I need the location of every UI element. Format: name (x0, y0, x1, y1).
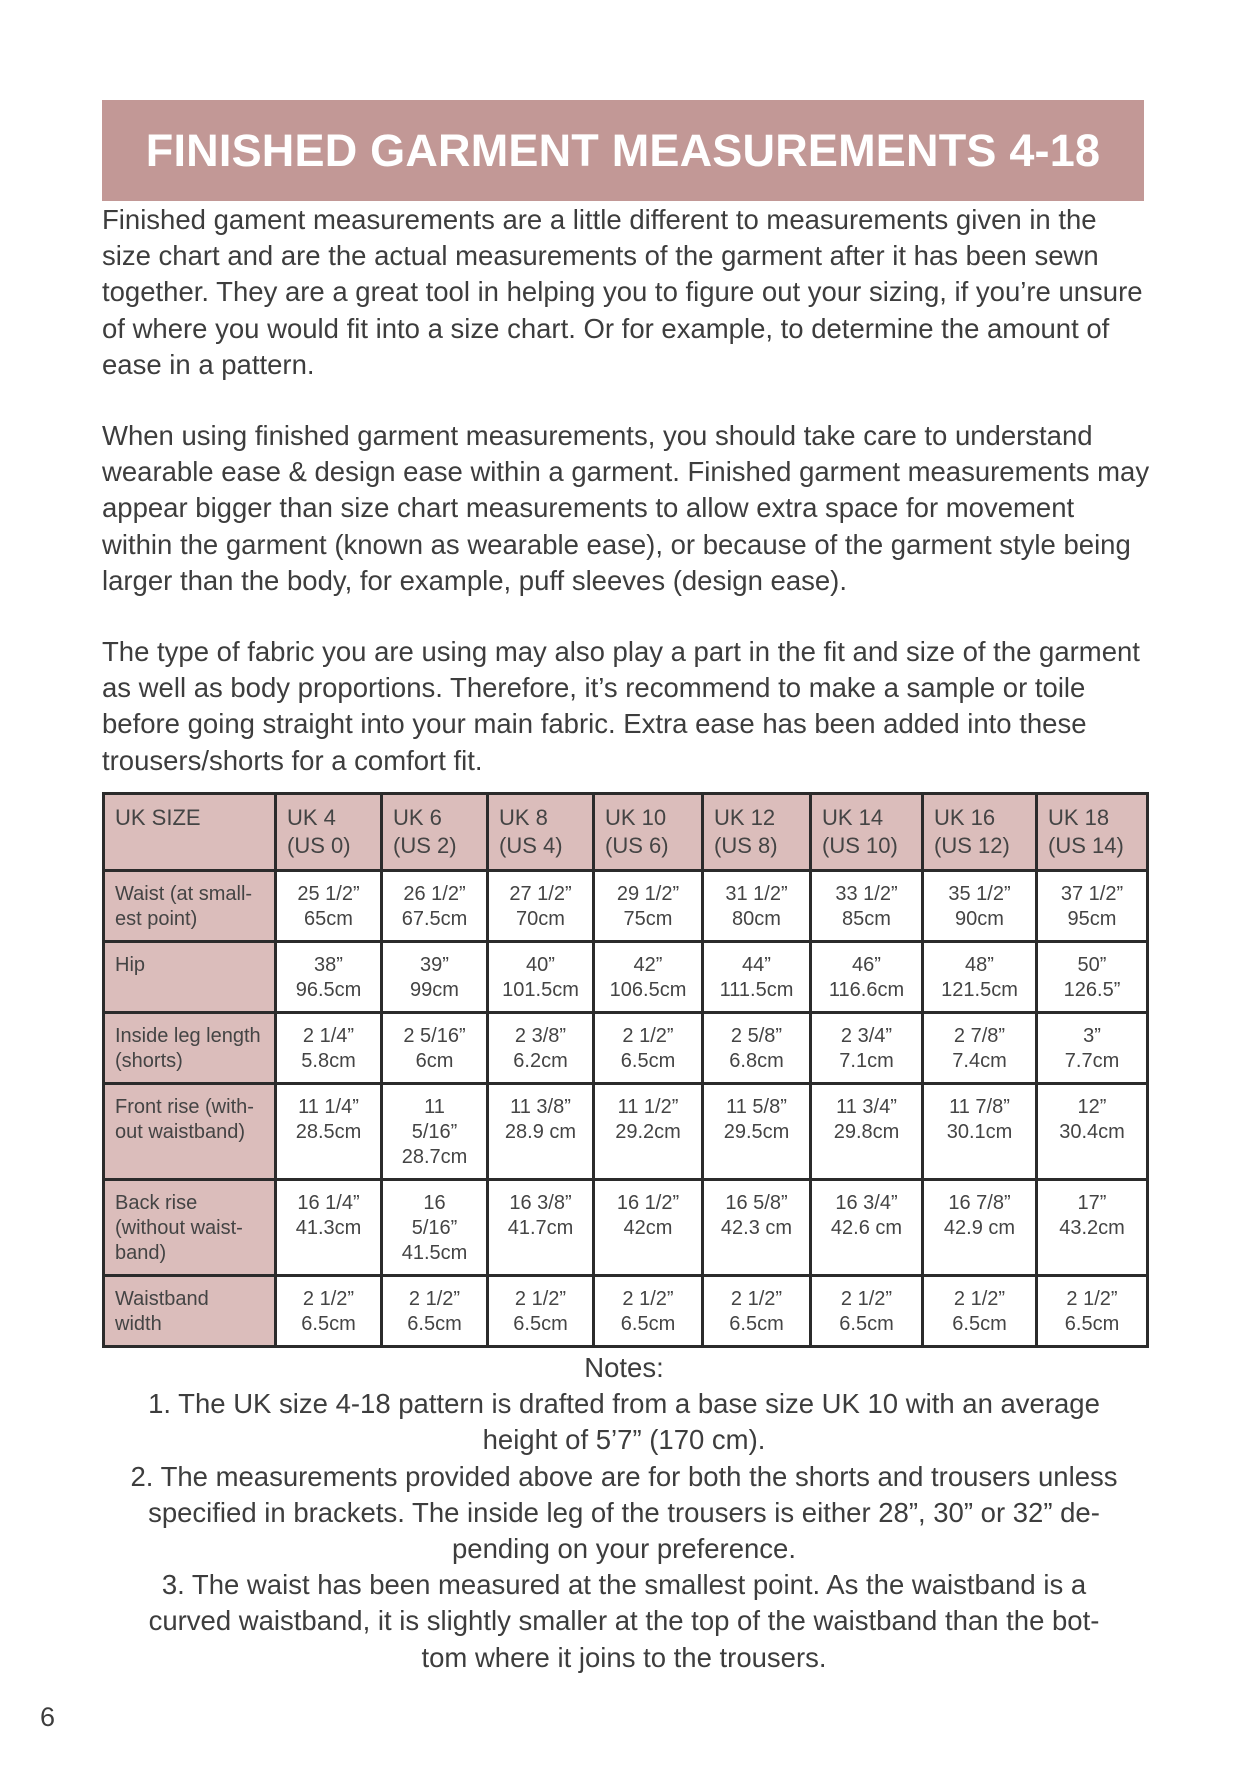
notes-section (102, 1350, 1146, 1676)
measurements-table (102, 792, 1149, 1348)
table-cell: 2 1/2” 6.5cm (923, 1276, 1037, 1347)
table-cell: 16 5/8” 42.3 cm (703, 1180, 811, 1276)
table-cell: 2 5/16” 6cm (382, 1013, 488, 1084)
table-cell: 25 1/2” 65cm (276, 871, 382, 942)
note-item: 2. The measurements provided above are for both the shorts and trousers unless specified in brackets. The inside leg of the trousers is either 28”, 30” or 32” de- pending on your preference. (130, 1460, 1118, 1565)
title-banner (102, 100, 1144, 201)
table-cell: 2 1/2” 6.5cm (594, 1013, 703, 1084)
table-cell: 11 5/8” 29.5cm (703, 1084, 811, 1180)
row-label: Front rise (with- out waistband) (104, 1084, 276, 1180)
intro-text (102, 202, 1152, 814)
table-cell: 2 1/2” 6.5cm (811, 1276, 923, 1347)
table-corner-cell: UK SIZE (104, 794, 276, 871)
table-row (104, 1276, 1148, 1347)
table-cell: 2 3/8” 6.2cm (488, 1013, 594, 1084)
table-cell: 3” 7.7cm (1037, 1013, 1148, 1084)
table-cell: 35 1/2” 90cm (923, 871, 1037, 942)
page-number: 6 (40, 1702, 56, 1732)
size-column-header: UK 18 (US 14) (1037, 794, 1148, 871)
table-row (104, 1013, 1148, 1084)
table-cell: 11 5/16” 28.7cm (382, 1084, 488, 1180)
table-row (104, 942, 1148, 1013)
size-column-header: UK 8 (US 4) (488, 794, 594, 871)
size-column-header: UK 16 (US 12) (923, 794, 1037, 871)
table-cell: 11 3/4” 29.8cm (811, 1084, 923, 1180)
table-cell: 16 3/8” 41.7cm (488, 1180, 594, 1276)
table-cell: 2 5/8” 6.8cm (703, 1013, 811, 1084)
size-column-header: UK 4 (US 0) (276, 794, 382, 871)
table-cell: 26 1/2” 67.5cm (382, 871, 488, 942)
table-cell: 46” 116.6cm (811, 942, 923, 1013)
table-cell: 40” 101.5cm (488, 942, 594, 1013)
table-cell: 16 1/4” 41.3cm (276, 1180, 382, 1276)
table-cell: 16 3/4” 42.6 cm (811, 1180, 923, 1276)
table-cell: 2 1/2” 6.5cm (594, 1276, 703, 1347)
notes-heading: Notes: (584, 1352, 664, 1383)
row-label: Waist (at small- est point) (104, 871, 276, 942)
size-column-header: UK 10 (US 6) (594, 794, 703, 871)
row-label: Waistband width (104, 1276, 276, 1347)
row-label: Inside leg length (shorts) (104, 1013, 276, 1084)
table-cell: 2 1/4” 5.8cm (276, 1013, 382, 1084)
table-cell: 2 3/4” 7.1cm (811, 1013, 923, 1084)
table-cell: 12” 30.4cm (1037, 1084, 1148, 1180)
table-cell: 44” 111.5cm (703, 942, 811, 1013)
intro-paragraph-1: Finished gament measurements are a little different to measurements given in the size chart and are the actual measurements of the garment after it has been sewn together. They are a great tool in helping you to figure out your sizing, if you’re unsure of where you would fit into a size chart. Or for example, to determine the amount of ease in a pattern. (102, 204, 1143, 380)
table-cell: 2 1/2” 6.5cm (1037, 1276, 1148, 1347)
table-cell: 27 1/2” 70cm (488, 871, 594, 942)
table-row (104, 1180, 1148, 1276)
table-cell: 2 1/2” 6.5cm (276, 1276, 382, 1347)
table-cell: 2 1/2” 6.5cm (488, 1276, 594, 1347)
note-item: 1. The UK size 4-18 pattern is drafted from a base size UK 10 with an average height of 5’7” (170 cm). (148, 1388, 1100, 1456)
table-row (104, 871, 1148, 942)
table-cell: 11 1/4” 28.5cm (276, 1084, 382, 1180)
table-cell: 16 1/2” 42cm (594, 1180, 703, 1276)
table-cell: 33 1/2” 85cm (811, 871, 923, 942)
table-header-row (104, 794, 1148, 871)
table-cell: 42” 106.5cm (594, 942, 703, 1013)
size-column-header: UK 6 (US 2) (382, 794, 488, 871)
table-row (104, 1084, 1148, 1180)
table-cell: 17” 43.2cm (1037, 1180, 1148, 1276)
table-cell: 29 1/2” 75cm (594, 871, 703, 942)
table-cell: 37 1/2” 95cm (1037, 871, 1148, 942)
intro-paragraph-2: When using finished garment measurements, you should take care to understand wearable ease & design ease within a garment. Finished garment measurements may appear bigger than size chart measurements to allow extra space for movement within the garment (known as wearable ease), or because of the garment style being larger than the body, for example, puff sleeves (design ease). (102, 420, 1150, 596)
table-cell: 50” 126.5” (1037, 942, 1148, 1013)
table-cell: 31 1/2” 80cm (703, 871, 811, 942)
table-cell: 16 5/16” 41.5cm (382, 1180, 488, 1276)
table-cell: 48” 121.5cm (923, 942, 1037, 1013)
table-cell: 16 7/8” 42.9 cm (923, 1180, 1037, 1276)
intro-paragraph-3: The type of fabric you are using may also play a part in the fit and size of the garment as well as body proportions. Therefore, it’s recommend to make a sample or toile before going straight into your main fabric. Extra ease has been added into these trousers/shorts for a comfort fit. (102, 636, 1140, 776)
table-cell: 2 7/8” 7.4cm (923, 1013, 1037, 1084)
table-cell: 38” 96.5cm (276, 942, 382, 1013)
table-cell: 2 1/2” 6.5cm (703, 1276, 811, 1347)
page-title: FINISHED GARMENT MEASUREMENTS 4-18 (145, 124, 1101, 176)
table-cell: 11 1/2” 29.2cm (594, 1084, 703, 1180)
table-cell: 11 3/8” 28.9 cm (488, 1084, 594, 1180)
size-column-header: UK 12 (US 8) (703, 794, 811, 871)
note-item: 3. The waist has been measured at the smallest point. As the waistband is a curved waistband, it is slightly smaller at the top of the waistband than the bot- tom where it joins to the trousers. (148, 1569, 1100, 1673)
table-cell: 39” 99cm (382, 942, 488, 1013)
table-cell: 11 7/8” 30.1cm (923, 1084, 1037, 1180)
row-label: Hip (104, 942, 276, 1013)
size-column-header: UK 14 (US 10) (811, 794, 923, 871)
row-label: Back rise (without waist- band) (104, 1180, 276, 1276)
table-cell: 2 1/2” 6.5cm (382, 1276, 488, 1347)
